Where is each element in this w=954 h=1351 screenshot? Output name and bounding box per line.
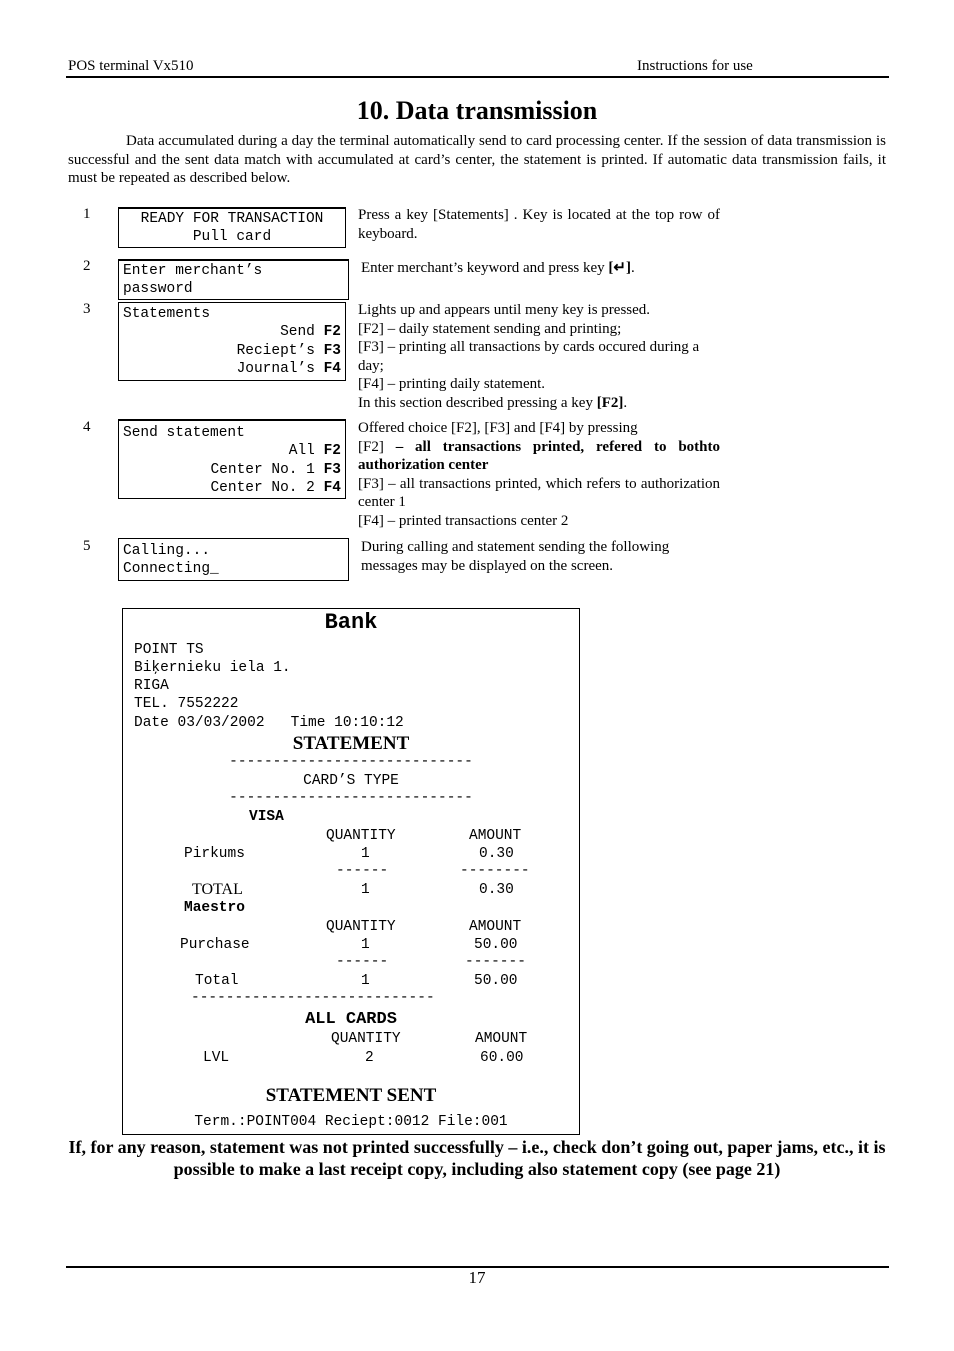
page-title: 10. Data transmission [356, 96, 598, 125]
receipt-card-maestro: Maestro [184, 900, 245, 916]
receipt-merchant-line: RIGA [134, 678, 169, 694]
screen-line: All F2 [288, 443, 341, 460]
terminal-screen-password [118, 259, 349, 300]
step-description [361, 259, 723, 278]
terminal-screen-calling [118, 538, 349, 581]
function-key: F2 [323, 443, 341, 460]
receipt-row-label: LVL [203, 1050, 230, 1066]
function-key: F4 [323, 479, 341, 496]
f2-key-label: [F2] [596, 394, 624, 411]
screen-line: Connecting_ [123, 561, 219, 578]
statement-receipt [122, 608, 580, 1135]
receipt-row-amount: 0.30 [479, 846, 514, 862]
receipt-total-amount: 50.00 [474, 973, 518, 989]
terminal-screen-ready [118, 207, 346, 248]
receipt-row-qty: 1 [361, 846, 370, 862]
function-key: F4 [323, 360, 341, 377]
receipt-qty-header: QUANTITY [326, 828, 396, 844]
receipt-terminal-footer: Term.:POINT004 Reciept:0012 File:001 [194, 1114, 508, 1130]
receipt-qty-header: QUANTITY [331, 1031, 401, 1047]
receipt-divider: ---------------------------- [191, 990, 435, 1006]
receipt-amount-header: AMOUNT [475, 1031, 528, 1047]
screen-line: Calling... [123, 543, 211, 559]
screen-line: READY FOR TRANSACTION [140, 211, 324, 227]
enter-key-label: [↵] [608, 260, 631, 276]
terminal-screen-statements [118, 302, 346, 381]
terminal-screen-send-statement [118, 419, 346, 499]
receipt-row-qty: 2 [365, 1050, 374, 1066]
screen-line: Center No. 1 F3 [210, 461, 341, 478]
step-number: 5 [83, 538, 91, 554]
screen-line: password [123, 281, 193, 298]
intro-paragraph: Data accumulated during a day the terminal automatically send to card processing center. If the session of data transmission is successful and the sent data match with accumulated at card’s center, the statement is printed. If automatic data transmission fails, it must be repeated as described below. [68, 133, 886, 186]
function-key: F3 [323, 342, 341, 359]
step-description: Lights up and appears until meny key is pressed. [F2] – daily statement sending and printing; [F3] – printing all transactions by cards occured during a day; [F4] – printing daily statement. In this section described pressing a key [F2]. [358, 302, 700, 411]
receipt-merchant-line: TEL. 7552222 [134, 696, 239, 712]
receipt-all-cards-heading: ALL CARDS [305, 1010, 397, 1029]
screen-line: Journal’s F4 [236, 360, 341, 377]
receipt-row-qty: 1 [361, 937, 370, 953]
desc-text: Enter merchant’s keyword and press key [361, 260, 609, 276]
receipt-statement-sent: STATEMENT SENT [265, 1085, 437, 1106]
receipt-merchant-line: POINT TS [134, 642, 204, 658]
screen-line: Reciept’s F3 [236, 342, 341, 359]
function-key: F2 [323, 324, 341, 341]
receipt-date-time: Date 03/03/2002 Time 10:10:12 [134, 715, 404, 731]
step-description: Offered choice [F2], [F3] and [F4] by pressing [F2] – all transactions printed, refered to bothto authorization center [F3] – all transactions printed, which refers to authorization center 1 [F4] – printed transactions center 2 [358, 420, 720, 529]
receipt-total-qty: 1 [361, 973, 370, 989]
receipt-row-label: Purchase [180, 937, 250, 953]
bottom-note: If, for any reason, statement was not printed successfully – i.e., check don’t going out, paper jams, etc., it is possible to make a last receipt copy, including also statement copy (see page 21) [68, 1137, 886, 1179]
receipt-merchant-line: Biķernieku iela 1. [134, 660, 291, 676]
screen-line: Send statement [123, 425, 245, 441]
step-number: 2 [83, 258, 91, 274]
receipt-total-label: Total [195, 973, 239, 989]
step-number: 3 [83, 301, 91, 317]
step-description: During calling and statement sending the following messages may be displayed on the screen. [361, 539, 670, 574]
screen-line: Statements [123, 306, 211, 322]
running-header-left: POS terminal Vx510 [68, 58, 194, 74]
header-rule [66, 76, 889, 78]
receipt-cards-type: CARD’S TYPE [303, 773, 399, 789]
receipt-subtotal-divider: -------- [460, 863, 530, 879]
receipt-total-amount: 0.30 [479, 882, 514, 898]
receipt-row-amount: 50.00 [474, 937, 518, 953]
page-number: 17 [468, 1268, 486, 1287]
screen-line: Send F2 [280, 324, 341, 341]
receipt-row-amount: 60.00 [480, 1050, 524, 1066]
screen-line: Center No. 2 F4 [210, 479, 341, 496]
receipt-qty-header: QUANTITY [326, 919, 396, 935]
receipt-statement-heading: STATEMENT [292, 733, 410, 754]
receipt-amount-header: AMOUNT [469, 828, 522, 844]
step-number: 4 [83, 419, 91, 435]
receipt-divider: ---------------------------- [229, 754, 473, 770]
receipt-subtotal-divider: ------- [465, 954, 526, 970]
screen-line: Pull card [192, 229, 272, 246]
receipt-total-qty: 1 [361, 882, 370, 898]
step-description: Press a key [Statements] . Key is located at the top row of keyboard. [358, 207, 720, 242]
receipt-total-label: TOTAL [192, 881, 243, 898]
screen-line: Enter merchant’s [123, 263, 263, 279]
function-key: F3 [323, 461, 341, 478]
receipt-bank-name: Bank [324, 610, 378, 635]
receipt-card-visa: VISA [249, 809, 284, 825]
desc-text: . [630, 260, 635, 276]
running-header-right: Instructions for use [637, 58, 753, 74]
receipt-row-label: Pirkums [184, 846, 245, 862]
receipt-subtotal-divider: ------ [336, 954, 389, 970]
step-number: 1 [83, 206, 91, 222]
receipt-divider: ---------------------------- [229, 790, 473, 806]
receipt-subtotal-divider: ------ [336, 863, 389, 879]
receipt-amount-header: AMOUNT [469, 919, 522, 935]
